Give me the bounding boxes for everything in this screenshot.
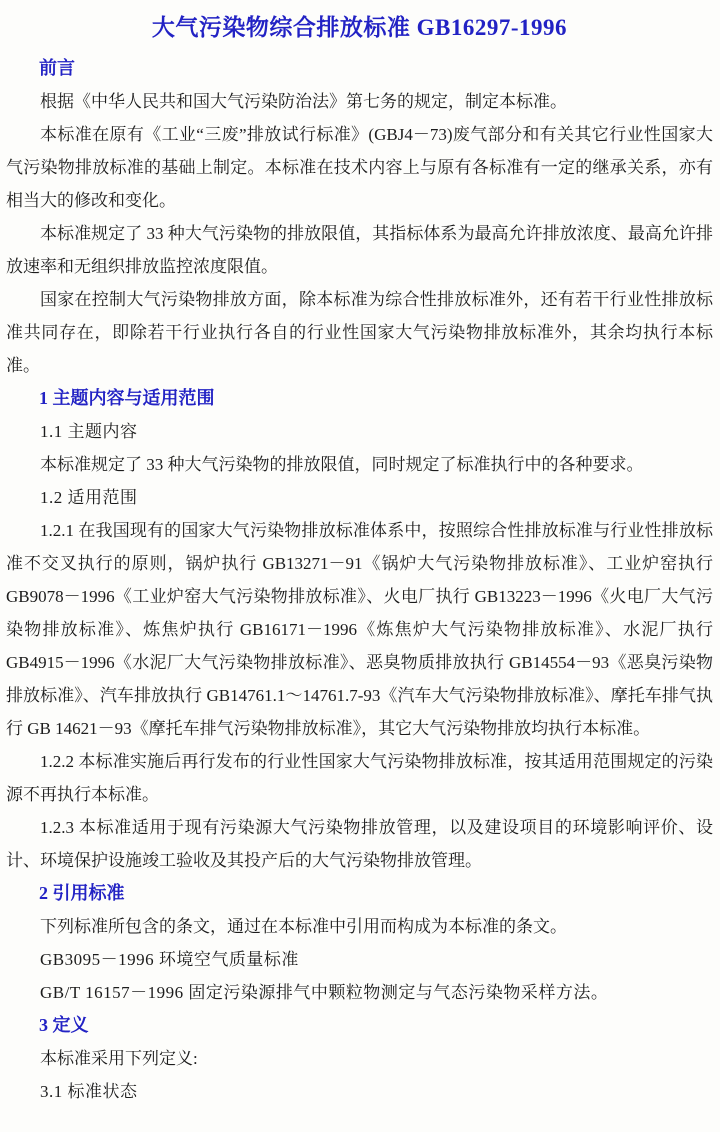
heading-section-2-references: 2 引用标准: [39, 883, 125, 903]
subheading-1-1-topic: 1.1 主题内容: [40, 422, 138, 441]
document-title: 大气污染物综合排放标准 GB16297-1996: [151, 15, 568, 40]
para-legal-basis: 根据《中华人民共和国大气污染防治法》第七务的规定，制定本标准。: [40, 92, 567, 111]
reference-gb3095: GB3095－1996 环境空气质量标准: [40, 950, 299, 969]
para-references-intro: 下列标准所包含的条文，通过在本标准中引用而构成为本标准的条文。: [40, 917, 567, 936]
para-1-2-2-future-standards: 1.2.2 本标准实施后再行发布的行业性国家大气污染物排放标准，按其适用范围规定的污染源不再执行本标准。: [6, 752, 713, 804]
heading-section-1-scope: 1 主题内容与适用范围: [39, 388, 215, 408]
reference-gbt16157: GB/T 16157－1996 固定污染源排气中颗粒物测定与气态污染物采样方法。: [40, 983, 609, 1002]
heading-section-3-definitions: 3 定义: [39, 1015, 89, 1035]
para-1-2-3-application: 1.2.3 本标准适用于现有污染源大气污染物排放管理，以及建设项目的环境影响评价、设计、环境保护设施竣工验收及其投产后的大气污染物排放管理。: [6, 818, 713, 870]
subheading-3-1-standard-state: 3.1 标准状态: [40, 1082, 138, 1101]
heading-preface: 前言: [39, 58, 75, 78]
para-limit-system: 本标准规定了 33 种大气污染物的排放限值，其指标体系为最高允许排放浓度、最高允许排放速率和无组织排放监控浓度限值。: [6, 224, 713, 276]
para-national-control: 国家在控制大气污染物排放方面，除本标准为综合性排放标准外，还有若干行业性排放标准共同存在，即除若干行业执行各自的行业性国家大气污染物排放标准外，其余均执行本标准。: [6, 290, 713, 375]
subheading-1-2-applicability: 1.2 适用范围: [40, 488, 138, 507]
para-1-2-1-industry-standards: 1.2.1 在我国现有的国家大气污染物排放标准体系中，按照综合性排放标准与行业性排放标准不交叉执行的原则，锅炉执行 GB13271－91《锅炉大气污染物排放标准》、工业炉窑执行 GB9078－1996《工业炉窑大气污染物排放标准》、火电厂执行 GB13223－1996《火电厂大气污染物排放标准》、炼焦炉执行 GB16171－1996《炼焦炉大气污染物排放标准》、水泥厂执行 GB4915－1996《水泥厂大气污染物排放标准》、恶臭物质排放执行 GB14554－93《恶臭污染物排放标准》、汽车排放执行 GB14761.1～14761.7-93《汽车大气污染物排放标准》、摩托车排气执行 GB 14621－93《摩托车排气污染物排放标准》，其它大气污染物排放均执行本标准。: [6, 521, 713, 738]
para-1-1-content: 本标准规定了 33 种大气污染物的排放限值，同时规定了标准执行中的各种要求。: [40, 455, 644, 474]
para-standard-origin: 本标准在原有《工业“三废”排放试行标准》(GBJ4－73)废气部分和有关其它行业性国家大气污染物排放标准的基础上制定。本标准在技术内容上与原有各标准有一定的继承关系，亦有相当大的修改和变化。: [6, 125, 713, 210]
para-definitions-intro: 本标准采用下列定义:: [40, 1049, 198, 1068]
